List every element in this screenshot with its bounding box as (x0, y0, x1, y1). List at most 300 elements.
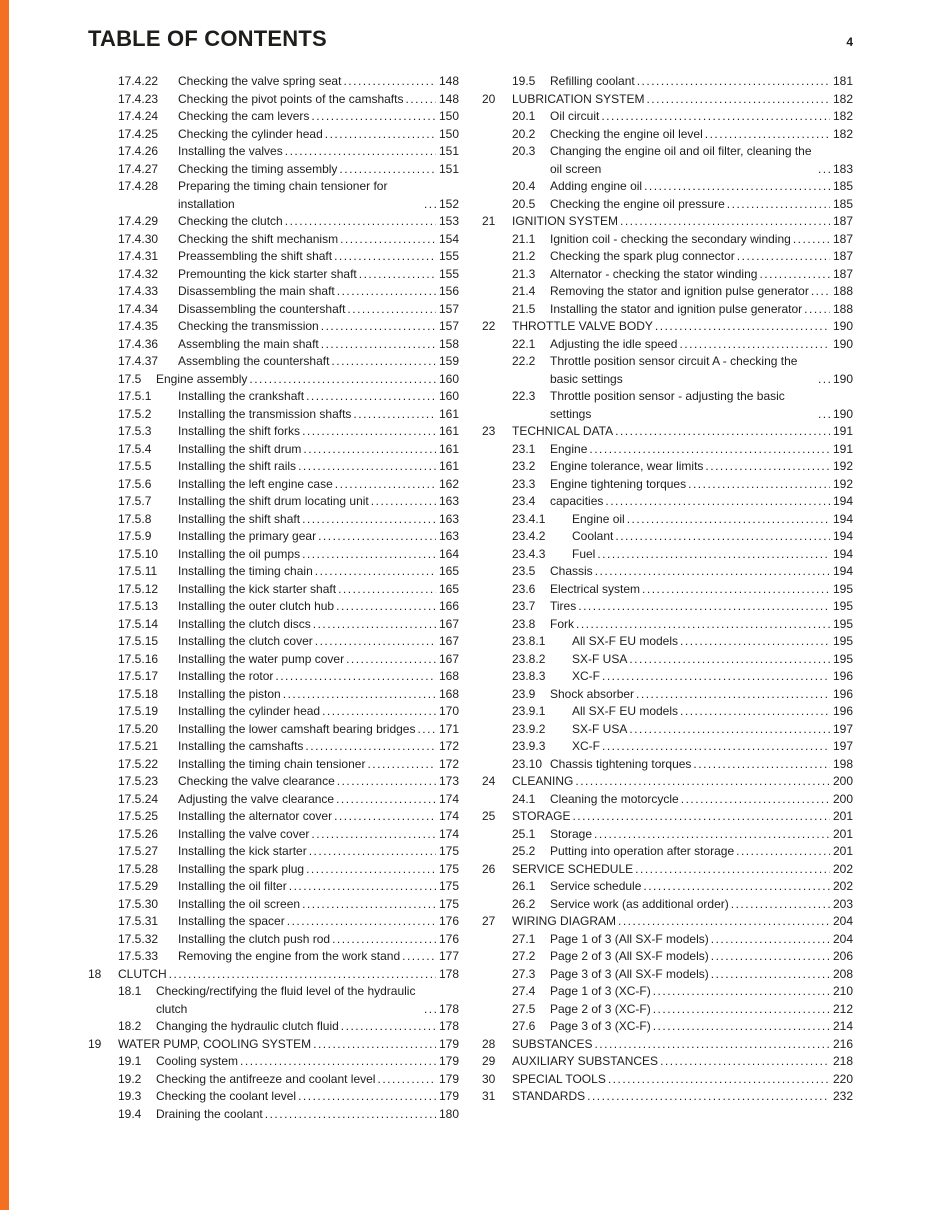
toc-entry-page: 194 (832, 529, 853, 543)
accent-bar (0, 0, 9, 1210)
toc-entry-number: 21.5 (512, 301, 536, 316)
toc-entry[interactable] (482, 948, 853, 966)
toc-entry[interactable] (88, 668, 459, 686)
toc-entry[interactable] (482, 931, 853, 949)
dot-leader (322, 703, 436, 721)
toc-entry[interactable] (482, 336, 853, 354)
toc-entry-number: 18.1 (118, 984, 142, 998)
toc-entry[interactable] (482, 1001, 853, 1019)
toc-entry-number: 17.5.1 (118, 389, 152, 403)
toc-entry[interactable] (88, 1036, 459, 1054)
toc-entry[interactable] (88, 931, 459, 949)
toc-entry-number: 21.1 (512, 231, 536, 246)
toc-entry-page: 195 (832, 651, 853, 666)
dot-leader (283, 686, 436, 704)
toc-entry-page: 171 (438, 721, 459, 736)
toc-entry-page: 198 (832, 756, 853, 771)
toc-entry[interactable] (88, 213, 459, 231)
toc-entry-page: 188 (832, 284, 853, 298)
toc-entry-number: 17.5.14 (118, 616, 159, 631)
toc-entry-page: 202 (832, 861, 853, 876)
toc-entry-page: 161 (438, 459, 459, 473)
toc-entry-number: 17.5.10 (118, 546, 159, 561)
toc-entry[interactable] (482, 913, 853, 931)
toc-entry[interactable] (88, 126, 459, 144)
toc-entry-title: SX-F USA (572, 651, 628, 666)
toc-entry[interactable] (482, 476, 853, 494)
toc-entry-number: 20 (482, 91, 496, 106)
toc-entry-page: 202 (832, 879, 853, 893)
dot-leader (336, 791, 436, 809)
toc-entry[interactable] (482, 441, 853, 459)
toc-entry[interactable] (482, 126, 853, 144)
toc-entry-number: 17.5.33 (118, 949, 159, 963)
toc-entry-page: 185 (832, 179, 853, 193)
dot-leader (338, 581, 436, 599)
dot-leader (402, 948, 436, 966)
toc-entry-number: 23.4 (512, 494, 536, 508)
toc-entry-title: Installing the shift rails (178, 459, 297, 473)
dot-leader (653, 983, 830, 1001)
dot-leader (680, 633, 830, 651)
toc-entry[interactable] (88, 353, 459, 371)
toc-entry[interactable] (482, 266, 853, 284)
toc-entry[interactable] (88, 528, 459, 546)
toc-entry-number: 17.5.31 (118, 914, 159, 928)
toc-entry-title: All SX-F EU models (572, 634, 679, 648)
page-title: TABLE OF CONTENTS (88, 26, 327, 51)
toc-entry-page: 148 (438, 74, 459, 88)
toc-entry[interactable] (88, 423, 459, 441)
toc-entry-title: Engine assembly (156, 371, 248, 386)
toc-entry-page: 163 (438, 529, 459, 543)
toc-entry[interactable] (482, 651, 853, 669)
toc-entry-number: 17.5.2 (118, 406, 152, 421)
toc-entry[interactable] (88, 371, 459, 389)
toc-entry[interactable] (482, 178, 853, 196)
toc-entry[interactable] (482, 686, 853, 704)
dot-leader (597, 546, 830, 564)
dot-leader (311, 826, 436, 844)
dot-leader (731, 896, 830, 914)
toc-entry-number: 17.4.37 (118, 354, 159, 368)
toc-entry-page: 187 (832, 214, 853, 228)
dot-leader (275, 668, 436, 686)
dot-leader (302, 896, 436, 914)
toc-entry[interactable] (482, 91, 853, 109)
toc-entry[interactable] (88, 441, 459, 459)
dot-leader (321, 336, 436, 354)
toc-entry[interactable] (482, 861, 853, 879)
toc-entry[interactable] (482, 756, 853, 774)
toc-entry[interactable] (482, 791, 853, 809)
toc-entry-number: 17.4.25 (118, 126, 159, 141)
toc-entry[interactable] (88, 1018, 459, 1036)
toc-entry[interactable] (88, 1053, 459, 1071)
dot-leader (337, 773, 436, 791)
toc-entry[interactable] (88, 826, 459, 844)
toc-entry[interactable] (88, 598, 459, 616)
dot-leader (341, 1018, 436, 1036)
toc-entry[interactable] (482, 318, 853, 336)
toc-entry[interactable] (482, 528, 853, 546)
toc-entry[interactable] (482, 301, 853, 319)
toc-entry-title: Installing the stator and ignition pulse generator (550, 301, 803, 316)
toc-entry-title: Installing the crankshaft (178, 389, 305, 403)
toc-entry-page: 177 (438, 949, 459, 963)
toc-entry[interactable] (88, 231, 459, 249)
toc-entry-title: Checking the antifreeze and coolant level (156, 1071, 376, 1086)
toc-entry[interactable] (482, 108, 853, 126)
toc-entry[interactable] (482, 1071, 853, 1089)
toc-entry-page: 197 (832, 739, 853, 753)
toc-entry[interactable] (482, 966, 853, 984)
toc-entry-page: 148 (438, 91, 459, 106)
toc-entry-number: 19.3 (118, 1089, 142, 1103)
toc-entry[interactable] (482, 721, 853, 739)
toc-entry-page: 179 (438, 1054, 459, 1068)
toc-entry-title: Installing the shift drum locating unit (178, 494, 369, 508)
toc-entry[interactable] (482, 598, 853, 616)
toc-entry[interactable] (482, 196, 853, 214)
toc-entry-page: 178 (438, 966, 459, 981)
toc-entry-number: 27.1 (512, 931, 536, 946)
toc-entry[interactable] (88, 703, 459, 721)
toc-entry[interactable] (88, 161, 459, 179)
toc-entry[interactable] (482, 213, 853, 231)
toc-entry[interactable] (88, 983, 459, 1018)
dot-leader (343, 73, 436, 91)
dot-leader (332, 931, 436, 949)
toc-entry[interactable] (88, 966, 459, 984)
toc-entry[interactable] (88, 546, 459, 564)
toc-entry-title: Adjusting the valve clearance (178, 791, 335, 806)
toc-entry-page: 194 (832, 494, 853, 508)
toc-entry-number: 23.9.2 (512, 721, 546, 736)
toc-entry-page: 155 (438, 249, 459, 263)
toc-entry-page: 163 (438, 511, 459, 526)
toc-entry[interactable] (88, 791, 459, 809)
toc-entry[interactable] (88, 406, 459, 424)
toc-entry[interactable] (482, 896, 853, 914)
toc-entry-page: 220 (832, 1071, 853, 1086)
toc-entry-number: 20.3 (512, 144, 536, 158)
toc-entry-page: 188 (832, 301, 853, 316)
toc-entry-title: Page 3 of 3 (XC-F) (550, 1019, 651, 1033)
toc-entry-title: Checking the clutch (178, 214, 283, 228)
dot-leader (595, 563, 830, 581)
toc-entry[interactable] (88, 878, 459, 896)
toc-entry[interactable] (88, 843, 459, 861)
toc-entry-title: Ignition coil - checking the secondary winding (550, 231, 791, 246)
toc-entry[interactable] (88, 493, 459, 511)
toc-entry[interactable] (482, 458, 853, 476)
toc-entry-title: Installing the valves (178, 144, 283, 158)
toc-entry-page: 194 (832, 564, 853, 578)
dot-leader (334, 808, 436, 826)
dot-leader (340, 231, 436, 249)
toc-entry[interactable] (482, 546, 853, 564)
dot-leader (417, 721, 436, 739)
toc-entry[interactable] (88, 143, 459, 161)
toc-entry-number: 20.4 (512, 179, 536, 193)
toc-entry-page: 210 (832, 984, 853, 998)
toc-entry[interactable] (482, 878, 853, 896)
toc-entry[interactable] (88, 738, 459, 756)
toc-entry[interactable] (482, 843, 853, 861)
toc-entry[interactable] (88, 318, 459, 336)
toc-entry-number: 27.3 (512, 966, 536, 981)
toc-entry-title: Changing the engine oil and oil filter, cleaning the oil screen (550, 144, 812, 176)
dot-leader (811, 283, 830, 301)
toc-entry[interactable] (482, 808, 853, 826)
toc-entry-number: 17.5.18 (118, 686, 159, 701)
toc-entry-number: 23.9.1 (512, 704, 546, 718)
toc-entry[interactable] (88, 511, 459, 529)
toc-entry-title: Oil circuit (550, 109, 600, 123)
dot-leader (313, 616, 436, 634)
toc-entry[interactable] (482, 248, 853, 266)
dot-leader (249, 371, 436, 389)
toc-entry-page: 170 (438, 704, 459, 718)
toc-entry-number: 19.1 (118, 1054, 142, 1068)
toc-entry[interactable] (88, 1071, 459, 1089)
toc-entry[interactable] (88, 388, 459, 406)
toc-entry-number: 22.1 (512, 336, 536, 351)
toc-entry-page: 160 (438, 389, 459, 403)
toc-entry-page: 190 (832, 336, 853, 351)
toc-entry-page: 190 (832, 406, 853, 421)
toc-entry[interactable] (88, 283, 459, 301)
toc-entry-number: 23.8.3 (512, 669, 546, 683)
dot-leader (618, 913, 830, 931)
toc-entry-page: 214 (832, 1019, 853, 1033)
toc-entry-number: 25 (482, 809, 496, 823)
toc-entry-page: 158 (438, 336, 459, 351)
toc-entry[interactable] (88, 616, 459, 634)
dot-leader (337, 283, 436, 301)
toc-entry[interactable] (482, 826, 853, 844)
toc-entry-title: Engine oil (572, 511, 625, 526)
dot-leader (655, 318, 830, 336)
dot-leader (313, 1036, 436, 1054)
toc-entry-number: 17.4.23 (118, 91, 159, 106)
page-number: 4 (846, 35, 853, 49)
toc-entry[interactable] (482, 773, 853, 791)
toc-entry[interactable] (482, 581, 853, 599)
toc-entry-number: 22 (482, 319, 496, 333)
toc-entry-number: 27.2 (512, 949, 536, 963)
dot-leader (705, 458, 830, 476)
toc-entry[interactable] (482, 616, 853, 634)
toc-entry-page: 195 (832, 599, 853, 613)
toc-entry-page: 161 (438, 406, 459, 421)
toc-entry[interactable] (88, 563, 459, 581)
toc-entry[interactable] (88, 108, 459, 126)
dot-leader (635, 861, 830, 879)
toc-entry-page: 180 (438, 1106, 459, 1121)
toc-entry-title: CLEANING (512, 774, 574, 788)
toc-entry-page: 181 (832, 74, 853, 88)
toc-entry-number: 18 (88, 966, 102, 981)
toc-entry-title: SPECIAL TOOLS (512, 1071, 606, 1086)
toc-entry-title: Installing the piston (178, 686, 281, 701)
toc-entry-title: Checking the coolant level (156, 1089, 297, 1103)
toc-entry-number: 17.5.17 (118, 669, 159, 683)
dot-leader (240, 1053, 436, 1071)
toc-entry-page: 187 (832, 249, 853, 263)
toc-entry-title: Service work (as additional order) (550, 896, 729, 911)
toc-entry[interactable] (88, 1088, 459, 1106)
toc-entry-title: Installing the rotor (178, 669, 274, 683)
dot-leader (377, 1071, 435, 1089)
toc-entry-page: 168 (438, 686, 459, 701)
toc-entry[interactable] (482, 633, 853, 651)
toc-entry-number: 19.4 (118, 1106, 142, 1121)
toc-entry[interactable] (88, 73, 459, 91)
toc-entry-number: 17.5.8 (118, 511, 152, 526)
toc-entry-page: 150 (438, 109, 459, 123)
toc-entry[interactable] (482, 668, 853, 686)
dot-leader (424, 1001, 436, 1019)
toc-entry[interactable] (88, 248, 459, 266)
dot-leader (587, 1088, 830, 1106)
toc-entry-page: 196 (832, 704, 853, 718)
dot-leader (679, 336, 830, 354)
toc-entry-title: Checking the engine oil pressure (550, 196, 725, 211)
toc-entry-page: 218 (832, 1054, 853, 1068)
toc-entry-title: TECHNICAL DATA (512, 424, 614, 438)
toc-entry-number: 24 (482, 774, 496, 788)
toc-entry-number: 17.4.36 (118, 336, 159, 351)
toc-entry-number: 24.1 (512, 791, 536, 806)
toc-entry-title: Installing the shift shaft (178, 511, 301, 526)
toc-entry[interactable] (482, 983, 853, 1001)
toc-entry[interactable] (482, 283, 853, 301)
toc-entry-title: Installing the kick starter shaft (178, 581, 337, 596)
toc-entry-page: 187 (832, 231, 853, 246)
toc-entry[interactable] (88, 896, 459, 914)
toc-entry-page: 150 (438, 126, 459, 141)
toc-entry[interactable] (482, 353, 853, 388)
dot-leader (627, 511, 830, 529)
toc-entry-page: 167 (438, 616, 459, 631)
toc-entry-number: 17.5.6 (118, 476, 152, 491)
toc-entry[interactable] (482, 143, 853, 178)
toc-entry-title: Adding engine oil (550, 179, 643, 193)
toc-entry[interactable] (482, 738, 853, 756)
toc-entry[interactable] (482, 511, 853, 529)
toc-entry-title: Storage (550, 826, 593, 841)
toc-entry-title: Installing the shift forks (178, 424, 301, 438)
toc-entry[interactable] (88, 861, 459, 879)
toc-entry[interactable] (88, 1106, 459, 1124)
toc-entry[interactable] (88, 773, 459, 791)
toc-entry[interactable] (88, 948, 459, 966)
toc-column-right (482, 73, 853, 1123)
dot-leader (371, 493, 436, 511)
toc-entry-title: Putting into operation after storage (550, 844, 735, 858)
toc-entry-number: 23.8.2 (512, 651, 546, 666)
toc-entry-page: 212 (832, 1001, 853, 1016)
toc-entry[interactable] (482, 563, 853, 581)
toc-entry-number: 17.4.32 (118, 266, 159, 281)
toc-entry-title: Installing the spark plug (178, 861, 305, 876)
dot-leader (309, 843, 436, 861)
toc-entry[interactable] (88, 756, 459, 774)
toc-entry-number: 17.5.11 (118, 564, 158, 578)
toc-entry[interactable] (482, 388, 853, 423)
toc-entry-page: 176 (438, 931, 459, 946)
toc-entry[interactable] (482, 1018, 853, 1036)
toc-entry[interactable] (88, 913, 459, 931)
toc-entry-number: 17.5.27 (118, 844, 159, 858)
toc-entry[interactable] (482, 423, 853, 441)
toc-entry-title: Assembling the countershaft (178, 354, 330, 368)
toc-entry-number: 20.1 (512, 109, 536, 123)
toc-entry-number: 23.1 (512, 441, 536, 456)
toc-entry[interactable] (482, 703, 853, 721)
toc-entry-number: 20.2 (512, 126, 536, 141)
toc-entry-number: 21.3 (512, 266, 536, 281)
toc-entry-number: 21 (482, 214, 496, 228)
dot-leader (804, 301, 830, 319)
toc-entry[interactable] (88, 808, 459, 826)
toc-entry[interactable] (482, 1088, 853, 1106)
toc-entry-number: 17.5.19 (118, 704, 159, 718)
toc-entry[interactable] (88, 476, 459, 494)
toc-entry-page: 208 (832, 966, 853, 981)
toc-entry[interactable] (88, 721, 459, 739)
toc-entry[interactable] (88, 301, 459, 319)
toc-entry[interactable] (482, 73, 853, 91)
toc-entry[interactable] (482, 493, 853, 511)
toc-entry[interactable] (482, 1053, 853, 1071)
toc-entry-title: Checking the timing assembly (178, 161, 338, 176)
toc-entry-number: 17.5.9 (118, 529, 152, 543)
toc-entry-page: 157 (438, 301, 459, 316)
dot-leader (305, 738, 436, 756)
toc-entry[interactable] (88, 651, 459, 669)
dot-leader (711, 931, 830, 949)
toc-entry[interactable] (88, 178, 459, 213)
toc-entry-title: Page 2 of 3 (All SX-F models) (550, 949, 709, 963)
toc-entry[interactable] (88, 686, 459, 704)
toc-entry-title: Fuel (572, 546, 596, 561)
toc-entry-title: LUBRICATION SYSTEM (512, 91, 645, 106)
toc-entry-title: Shock absorber (550, 686, 635, 701)
dot-leader (602, 668, 830, 686)
toc-entry-page: 195 (832, 616, 853, 631)
toc-entry-number: 23.3 (512, 476, 536, 491)
toc-entry[interactable] (88, 336, 459, 354)
dot-leader (711, 948, 830, 966)
toc-entry-title: Page 1 of 3 (XC-F) (550, 984, 651, 998)
toc-entry-title: WATER PUMP, COOLING SYSTEM (118, 1036, 312, 1051)
toc-entry-page: 156 (438, 284, 459, 298)
toc-entry[interactable] (88, 633, 459, 651)
toc-entry[interactable] (88, 458, 459, 476)
toc-entry[interactable] (88, 266, 459, 284)
dot-leader (306, 388, 436, 406)
toc-entry[interactable] (482, 231, 853, 249)
toc-entry-title: Preparing the timing chain tensioner for installation (178, 179, 388, 211)
toc-entry[interactable] (482, 1036, 853, 1054)
toc-entry[interactable] (88, 581, 459, 599)
dot-leader (311, 108, 436, 126)
toc-entry-title: Installing the spacer (178, 914, 285, 928)
toc-entry[interactable] (88, 91, 459, 109)
